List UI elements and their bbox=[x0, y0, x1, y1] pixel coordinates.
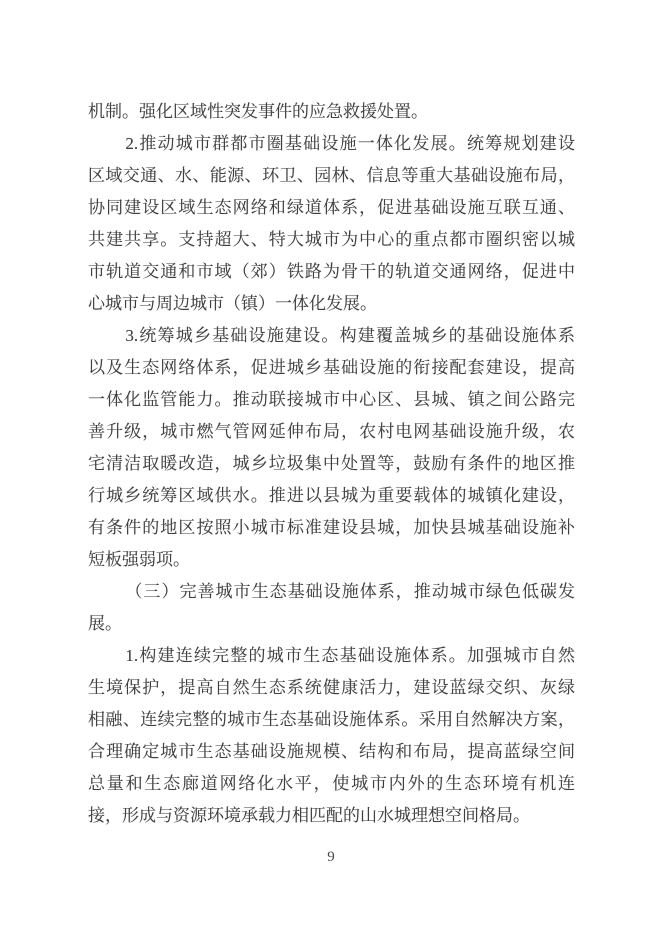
text-line: 以及生态网络体系，促进城乡基础设施的衔接配套建设，提高 bbox=[88, 358, 575, 377]
text-line: （三）完善城市生态基础设施体系，推动城市绿色低碳发 bbox=[125, 582, 575, 601]
text-line: 2.推动城市群都市圈基础设施一体化发展。统筹规划建设 bbox=[125, 134, 575, 153]
page-number: 9 bbox=[327, 849, 336, 865]
text-line: 合理确定城市生态基础设施规模、结构和布局，提高蓝绿空间 bbox=[88, 742, 575, 761]
text-line: 展。 bbox=[88, 614, 122, 633]
page-footer bbox=[88, 848, 575, 866]
text-line: 接，形成与资源环境承载力相匹配的山水城理想空间格局。 bbox=[88, 806, 530, 825]
text-line: 共建共享。支持超大、特大城市为中心的重点都市圈织密以城 bbox=[88, 230, 575, 249]
text-line: 短板强弱项。 bbox=[88, 550, 190, 569]
text-line: 1.构建连续完整的城市生态基础设施体系。加强城市自然 bbox=[125, 646, 575, 665]
text-line: 行城乡统筹区域供水。推进以县城为重要载体的城镇化建设， bbox=[88, 486, 575, 505]
text-line: 心城市与周边城市（镇）一体化发展。 bbox=[88, 294, 377, 313]
document-body bbox=[88, 96, 575, 832]
text-line: 机制。强化区域性突发事件的应急救援处置。 bbox=[88, 102, 428, 121]
text-line: 生境保护，提高自然生态系统健康活力，建设蓝绿交织、灰绿 bbox=[88, 678, 575, 697]
text-line: 市轨道交通和市域（郊）铁路为骨干的轨道交通网络，促进中 bbox=[88, 262, 575, 281]
text-line: 协同建设区域生态网络和绿道体系，促进基础设施互联互通、 bbox=[88, 198, 575, 217]
text-line: 总量和生态廊道网络化水平，使城市内外的生态环境有机连 bbox=[88, 774, 575, 793]
text-line: 善升级，城市燃气管网延伸布局，农村电网基础设施升级，农 bbox=[88, 422, 575, 441]
text-line: 有条件的地区按照小城市标准建设县城，加快县城基础设施补 bbox=[88, 518, 575, 537]
text-line: 宅清洁取暖改造，城乡垃圾集中处置等，鼓励有条件的地区推 bbox=[88, 454, 575, 473]
text-line: 区域交通、水、能源、环卫、园林、信息等重大基础设施布局， bbox=[88, 166, 575, 185]
text-line: 相融、连续完整的城市生态基础设施体系。采用自然解决方案， bbox=[88, 710, 575, 729]
text-line: 3.统筹城乡基础设施建设。构建覆盖城乡的基础设施体系 bbox=[125, 326, 575, 345]
text-line: 一体化监管能力。推动联接城市中心区、县城、镇之间公路完 bbox=[88, 390, 575, 409]
